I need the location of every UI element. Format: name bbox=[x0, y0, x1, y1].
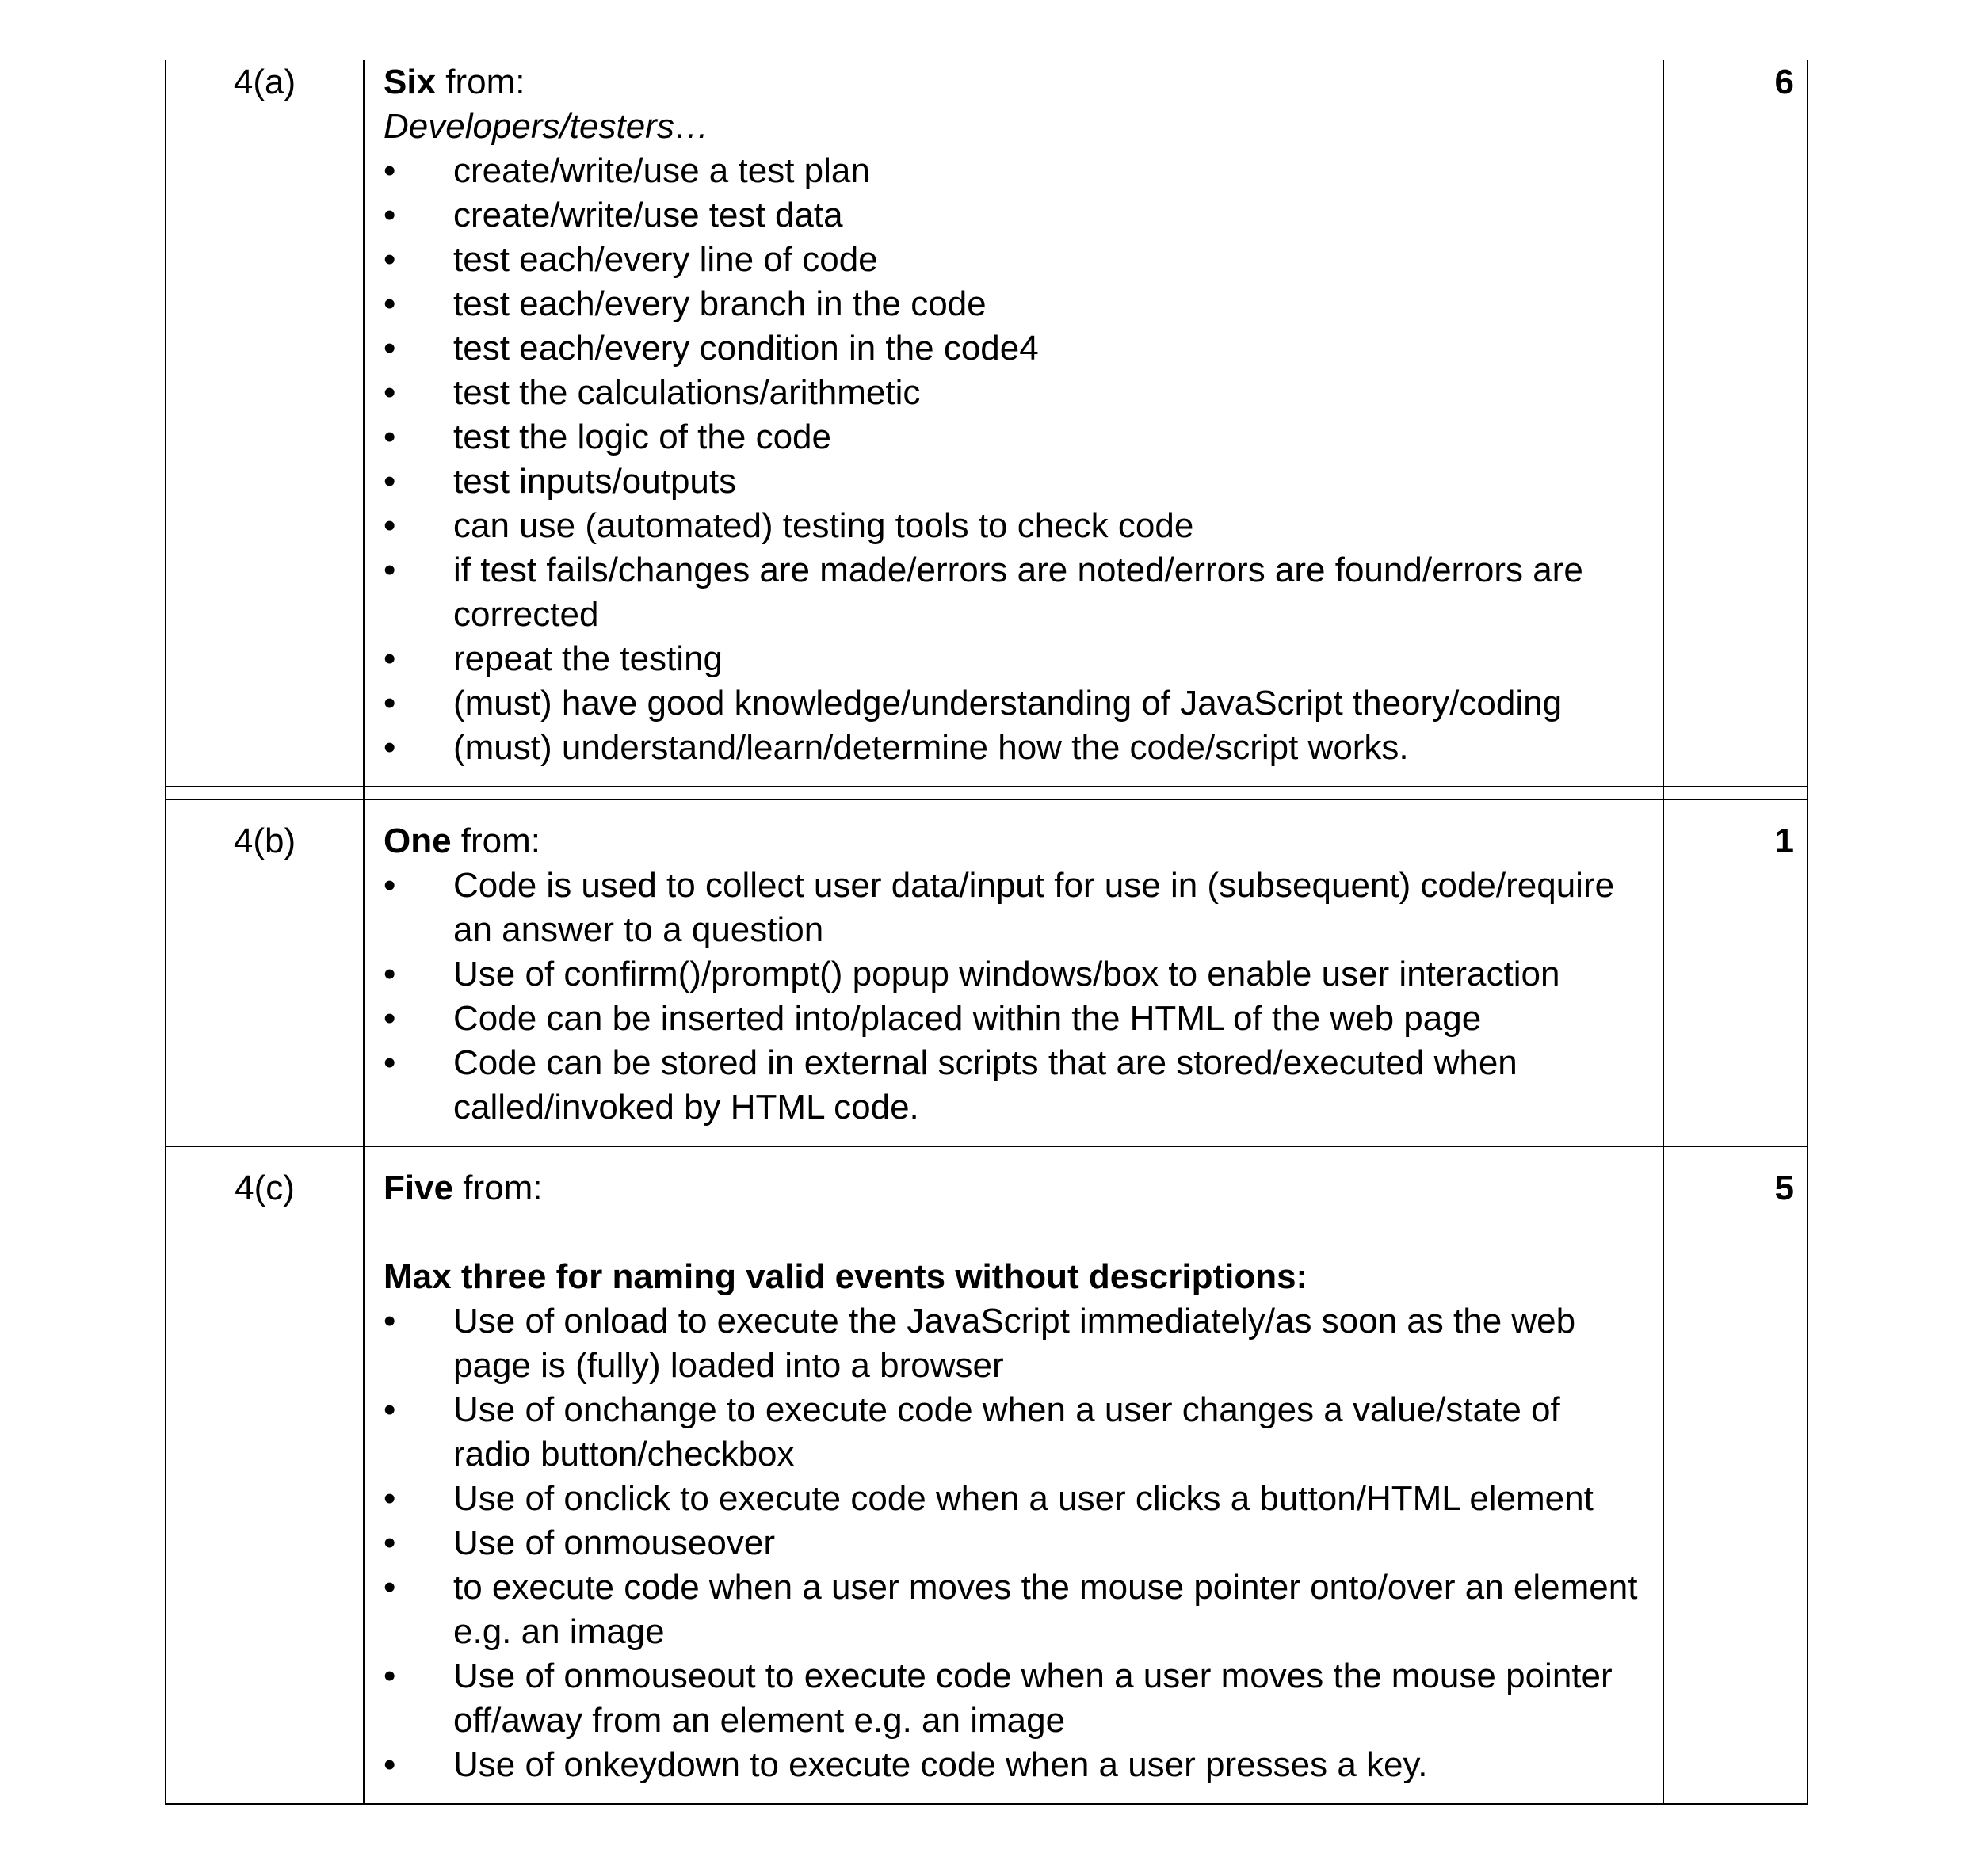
answer-cell bbox=[365, 800, 1664, 1146]
row-separator bbox=[165, 786, 1808, 799]
answer-intro bbox=[384, 60, 1647, 105]
list-item: • to execute code when a user moves the mouse pointer onto/over an element e.g. an image bbox=[384, 1565, 1647, 1654]
list-item: • Code can be inserted into/placed within the HTML of the web page bbox=[384, 997, 1647, 1041]
marks-cell: 5 bbox=[1774, 1169, 1794, 1207]
list-item: • if test fails/changes are made/errors are noted/errors are found/errors are corrected bbox=[384, 548, 1647, 637]
marks-cell: 1 bbox=[1774, 822, 1794, 860]
list-item: • test inputs/outputs bbox=[384, 459, 1647, 504]
list-item: • Use of onclick to execute code when a user clicks a button/HTML element bbox=[384, 1477, 1647, 1521]
list-item: • test the calculations/arithmetic bbox=[384, 371, 1647, 415]
table-row bbox=[165, 1146, 1808, 1805]
list-item: • test each/every condition in the code4 bbox=[384, 326, 1647, 371]
answer-cell bbox=[365, 1147, 1664, 1803]
answer-list bbox=[384, 149, 1647, 770]
intro-text: from: bbox=[451, 822, 541, 860]
list-item: • Use of onmouseout to execute code when a user moves the mouse pointer off/away from an element e.g. an image bbox=[384, 1654, 1647, 1743]
table-row bbox=[165, 799, 1808, 1146]
answer-intro bbox=[384, 819, 1647, 864]
list-item: • create/write/use a test plan bbox=[384, 149, 1647, 193]
list-item: • (must) have good knowledge/understanding of JavaScript theory/coding bbox=[384, 681, 1647, 726]
answer-intro bbox=[384, 1166, 1647, 1211]
list-item: • Code can be stored in external scripts that are stored/executed when called/invoked by HTML code. bbox=[384, 1041, 1647, 1130]
intro-count: Five bbox=[384, 1169, 454, 1207]
table-row bbox=[165, 60, 1808, 786]
question-number: 4(c) bbox=[166, 1147, 365, 1803]
list-item: • Code is used to collect user data/input for use in (subsequent) code/require an answer to a question bbox=[384, 864, 1647, 952]
marking-note: Max three for naming valid events without descriptions: bbox=[384, 1257, 1308, 1296]
list-item: • Use of onkeydown to execute code when a user presses a key. bbox=[384, 1743, 1647, 1787]
answer-list bbox=[384, 864, 1647, 1130]
list-item: • Use of confirm()/prompt() popup windows/box to enable user interaction bbox=[384, 952, 1647, 997]
list-item: • test the logic of the code bbox=[384, 415, 1647, 459]
mark-scheme-table bbox=[165, 60, 1808, 1805]
list-item: • test each/every branch in the code bbox=[384, 282, 1647, 326]
answer-list bbox=[384, 1299, 1647, 1787]
intro-text: from: bbox=[436, 63, 525, 101]
list-item: • Use of onmouseover bbox=[384, 1521, 1647, 1565]
list-item: • can use (automated) testing tools to check code bbox=[384, 504, 1647, 548]
list-item: • test each/every line of code bbox=[384, 238, 1647, 282]
intro-text: from: bbox=[453, 1169, 543, 1207]
question-number: 4(a) bbox=[166, 60, 365, 786]
intro-count: One bbox=[384, 822, 452, 860]
list-item: • create/write/use test data bbox=[384, 193, 1647, 238]
list-item: • repeat the testing bbox=[384, 637, 1647, 681]
question-number: 4(b) bbox=[166, 800, 365, 1146]
marks-cell: 6 bbox=[1774, 63, 1794, 101]
answer-cell bbox=[365, 60, 1664, 786]
intro-count: Six bbox=[384, 63, 437, 101]
list-item: • (must) understand/learn/determine how the code/script works. bbox=[384, 726, 1647, 770]
list-item: • Use of onload to execute the JavaScript immediately/as soon as the web page is (fully) loaded into a browser bbox=[384, 1299, 1647, 1388]
list-item: • Use of onchange to execute code when a user changes a value/state of radio button/checkbox bbox=[384, 1388, 1647, 1477]
answer-subheading: Developers/testers… bbox=[384, 107, 709, 146]
